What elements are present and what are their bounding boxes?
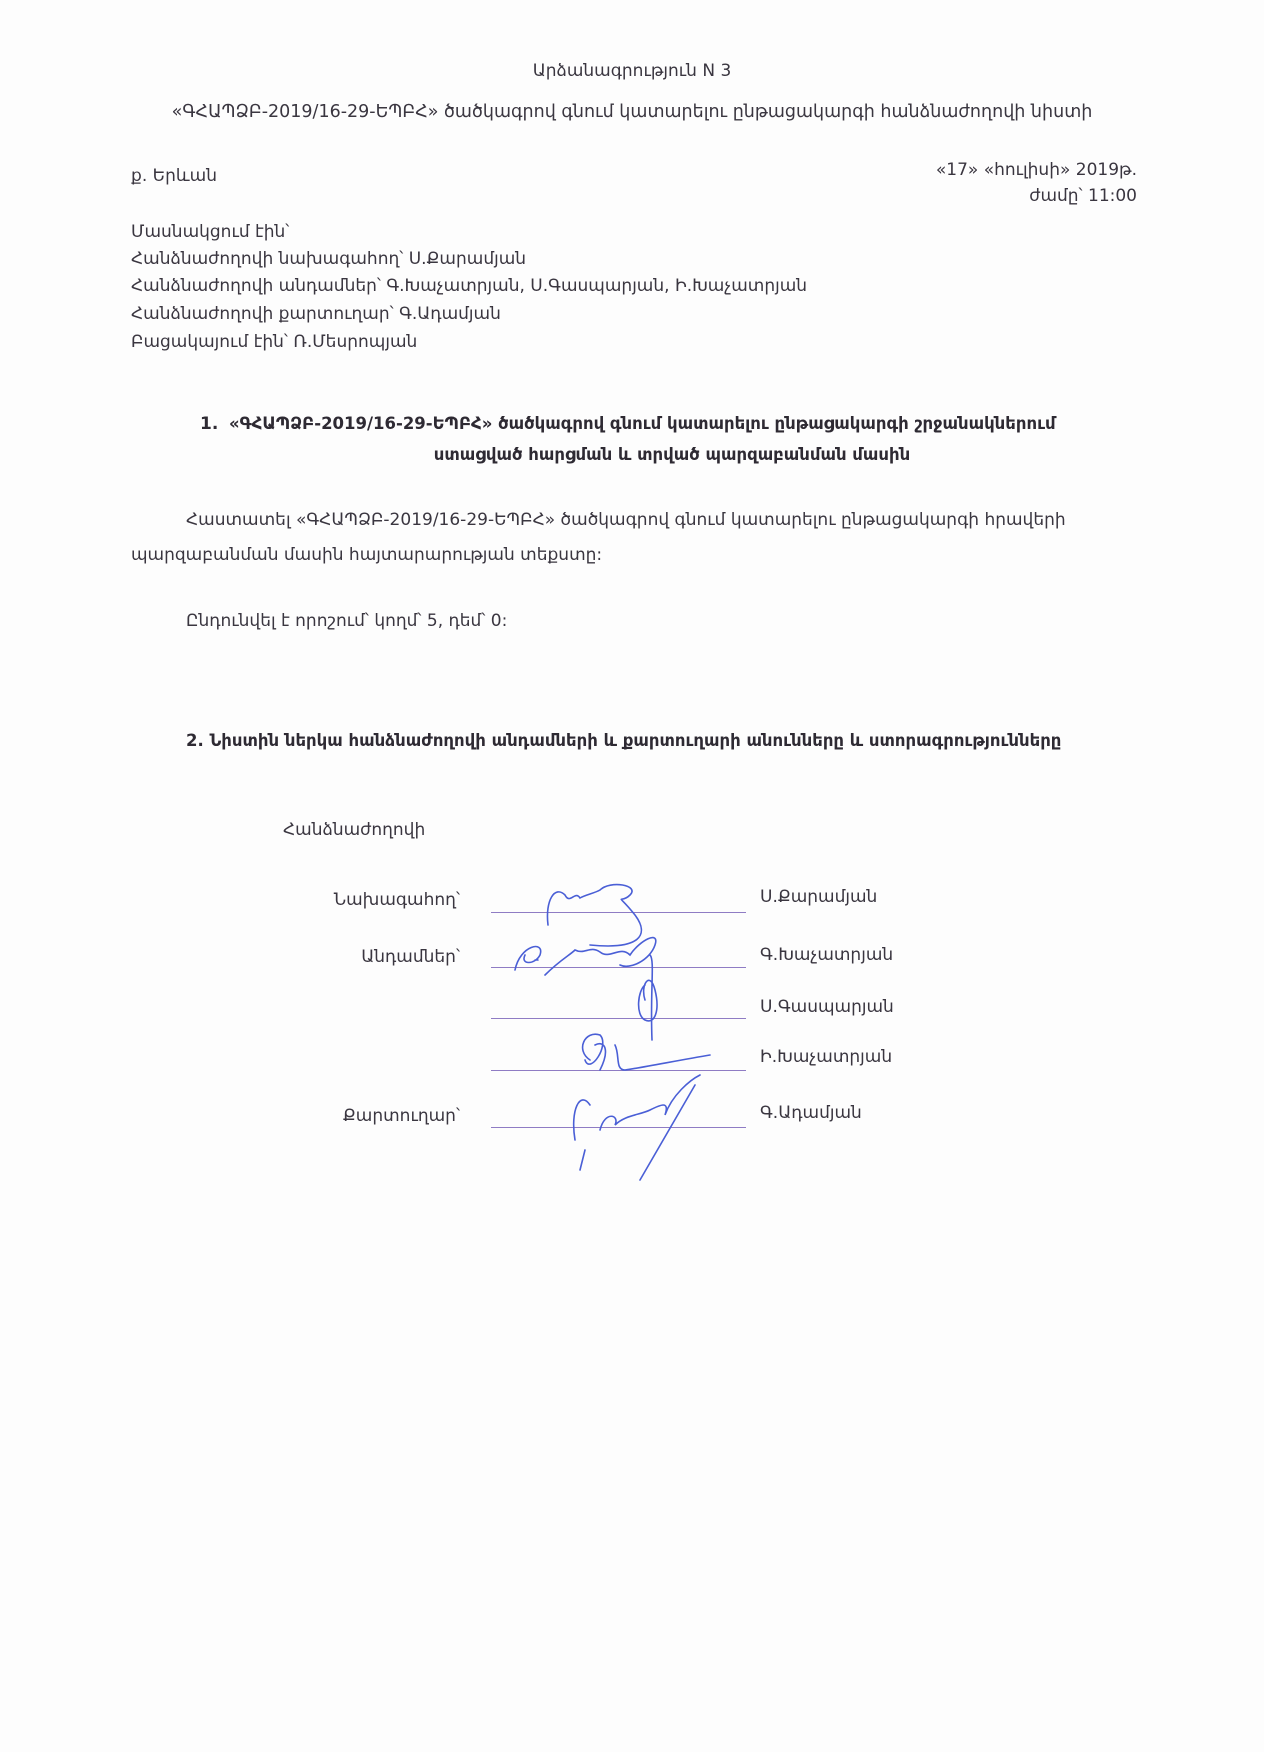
chair-label: Նախագահող՝	[333, 890, 460, 910]
participant-chair: Հանձնաժողովի նախագահող՝ Ս.Քարամյան	[131, 249, 527, 269]
participant-members: Հանձնաժողովի անդամներ՝ Գ.Խաչատրյան, Ս.Գասպարյան, Ի.Խաչատրյան	[131, 276, 808, 296]
signature-line-member-3	[491, 1070, 746, 1071]
item-heading-line2: ստացված հարցման և տրված պարզաբանման մասին	[433, 445, 911, 464]
item-paragraph-line1: Հաստատել «ԳՀԱՊՁԲ-2019/16-29-ԵՊԲՀ» ծածկագրով գնում կատարելու ընթացակարգի հրավերի	[186, 510, 1066, 530]
signatory-name: Ս.Գասպարյան	[760, 997, 894, 1017]
item-heading-line1: «ԳՀԱՊՁԲ-2019/16-29-ԵՊԲՀ» ծածկագրով գնում կատարելու ընթացակարգի շրջանակներում	[229, 414, 1056, 433]
signatory-name: Ի.Խաչատրյան	[760, 1047, 893, 1067]
city: ք. Երևան	[131, 166, 217, 186]
participant-secretary: Հանձնաժողովի քարտուղար՝ Գ.Ադամյան	[131, 304, 501, 324]
document-title: Արձանագրություն N 3	[532, 61, 732, 81]
item-paragraph-line2: պարզաբանման մասին հայտարարության տեքստը:	[131, 545, 603, 565]
date: «17» «հուլիսի» 2019թ.	[935, 160, 1137, 180]
signatory-name: Գ.Խաչատրյան	[760, 945, 894, 965]
signature-member-3	[583, 1034, 710, 1070]
time: ժամը՝ 11:00	[1029, 186, 1137, 206]
document-subtitle: «ԳՀԱՊՁԲ-2019/16-29-ԵՊԲՀ» ծածկագրով գնում կատարելու ընթացակարգի հանձնաժողովի նիստի	[171, 102, 1093, 122]
decision-text: Ընդունվել է որոշում՝ կողմ՝ 5, դեմ՝ 0:	[186, 611, 508, 631]
signature-chair	[547, 885, 641, 946]
item-number: 1.	[200, 414, 219, 434]
signature-line-secretary	[491, 1127, 746, 1128]
participant-absent: Բացակայում էին՝ Ռ.Մեսրոպյան	[131, 332, 418, 352]
commission-label: Հանձնաժողովի	[283, 820, 426, 840]
signature-line-member-2	[491, 1018, 746, 1019]
signature-line-member-1	[491, 967, 746, 968]
signature-member-1	[515, 938, 656, 975]
signature-line-chair	[491, 912, 746, 913]
signatory-name: Ս.Քարամյան	[760, 887, 878, 907]
agenda-item-2-heading: 2. Նիստին ներկա հանձնաժողովի անդամների և քարտուղարի անունները և ստորագրությունները	[186, 731, 1062, 750]
participants-heading: Մասնակցում էին՝	[131, 222, 290, 242]
secretary-label: Քարտուղար՝	[342, 1106, 460, 1126]
signatory-name: Գ.Ադամյան	[760, 1103, 862, 1123]
members-label: Անդամներ՝	[361, 947, 460, 967]
